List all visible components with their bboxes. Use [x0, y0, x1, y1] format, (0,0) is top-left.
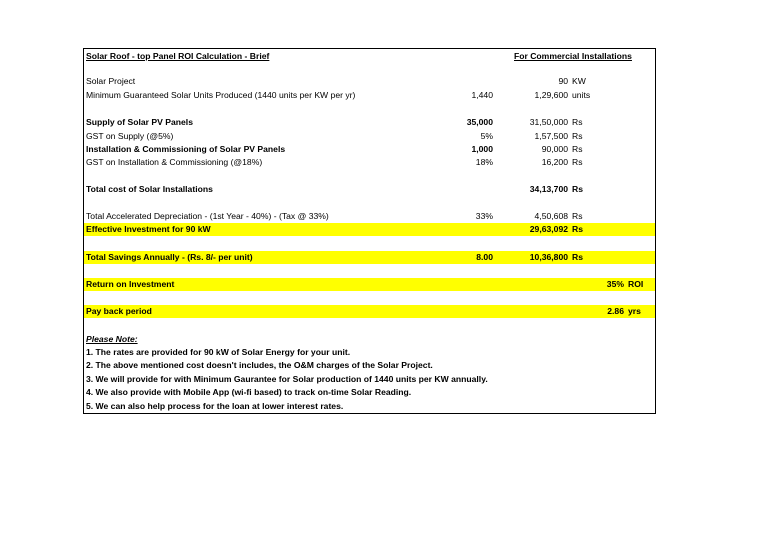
row-value: 2.86	[607, 306, 624, 316]
row-total-savings	[84, 251, 655, 264]
row-value: 90	[558, 76, 568, 86]
row-qty: 18%	[475, 157, 493, 167]
row-label: Return on Investment	[86, 279, 175, 289]
row-unit: Rs	[572, 211, 583, 221]
row-value: 90,000	[541, 144, 568, 154]
row-qty: 5%	[480, 131, 493, 141]
note-item: 3. We will provide for with Minimum Gaurantee for Solar production of 1440 units per KW annually.	[86, 374, 488, 384]
row-roi	[84, 278, 655, 291]
row-payback	[84, 305, 655, 318]
row-unit: Rs	[572, 117, 583, 127]
row-value: 16,200	[541, 157, 568, 167]
row-label: GST on Supply (@5%)	[86, 131, 174, 141]
row-value: 34,13,700	[529, 184, 568, 194]
row-label: Solar Project	[86, 76, 136, 86]
sheet-subtitle: For Commercial Installations	[514, 51, 632, 61]
row-value: 4,50,608	[534, 211, 568, 221]
row-unit: ROI	[628, 279, 644, 289]
row-gst-supply	[84, 130, 655, 143]
header-row	[84, 50, 655, 63]
row-unit: Rs	[572, 157, 583, 167]
row-label: Total Accelerated Depreciation - (1st Year - 40%) - (Tax @ 33%)	[86, 211, 329, 221]
row-value: 10,36,800	[529, 252, 568, 262]
row-unit: KW	[572, 76, 586, 86]
row-label: GST on Installation & Commissioning (@18%)	[86, 157, 263, 167]
row-effective-investment	[84, 223, 655, 236]
note-item: 1. The rates are provided for 90 kW of Solar Energy for your unit.	[86, 347, 351, 357]
row-value: 35%	[606, 279, 624, 289]
row-unit: Rs	[572, 144, 583, 154]
row-label: Supply of Solar PV Panels	[86, 117, 193, 127]
row-supply	[84, 116, 655, 129]
row-value: 1,29,600	[534, 90, 568, 100]
row-unit: Rs	[572, 252, 583, 262]
row-qty: 8.00	[476, 252, 493, 262]
notes-title: Please Note:	[86, 334, 138, 344]
row-unit: Rs	[572, 184, 583, 194]
row-unit: Rs	[572, 131, 583, 141]
row-unit: Rs	[572, 224, 583, 234]
row-label: Minimum Guaranteed Solar Units Produced (1440 units per KW per yr)	[86, 90, 356, 100]
row-solar-project	[84, 75, 655, 88]
row-min-units	[84, 89, 655, 102]
row-value: 29,63,092	[529, 224, 568, 234]
row-qty: 33%	[475, 211, 493, 221]
row-total-cost	[84, 183, 655, 196]
row-depreciation	[84, 210, 655, 223]
row-gst-install	[84, 156, 655, 169]
note-item: 4. We also provide with Mobile App (wi-fi based) to track on-time Solar Reading.	[86, 387, 412, 397]
note-item: 2. The above mentioned cost doesn't includes, the O&M charges of the Solar Project.	[86, 360, 433, 370]
row-unit: units	[572, 90, 591, 100]
row-label: Installation & Commissioning of Solar PV Panels	[86, 144, 286, 154]
row-value: 1,57,500	[534, 131, 568, 141]
note-item: 5. We can also help process for the loan at lower interest rates.	[86, 401, 344, 411]
row-qty: 35,000	[466, 117, 493, 127]
row-qty: 1,440	[471, 90, 493, 100]
row-label: Pay back period	[86, 306, 152, 316]
row-label: Total cost of Solar Installations	[86, 184, 213, 194]
row-value: 31,50,000	[529, 117, 568, 127]
sheet-title: Solar Roof - top Panel ROI Calculation - Brief	[86, 51, 270, 61]
row-install	[84, 143, 655, 156]
row-qty: 1,000	[471, 144, 493, 154]
row-unit: yrs	[628, 306, 641, 316]
row-label: Effective Investment for 90 kW	[86, 224, 211, 234]
row-label: Total Savings Annually - (Rs. 8/- per unit)	[86, 252, 253, 262]
